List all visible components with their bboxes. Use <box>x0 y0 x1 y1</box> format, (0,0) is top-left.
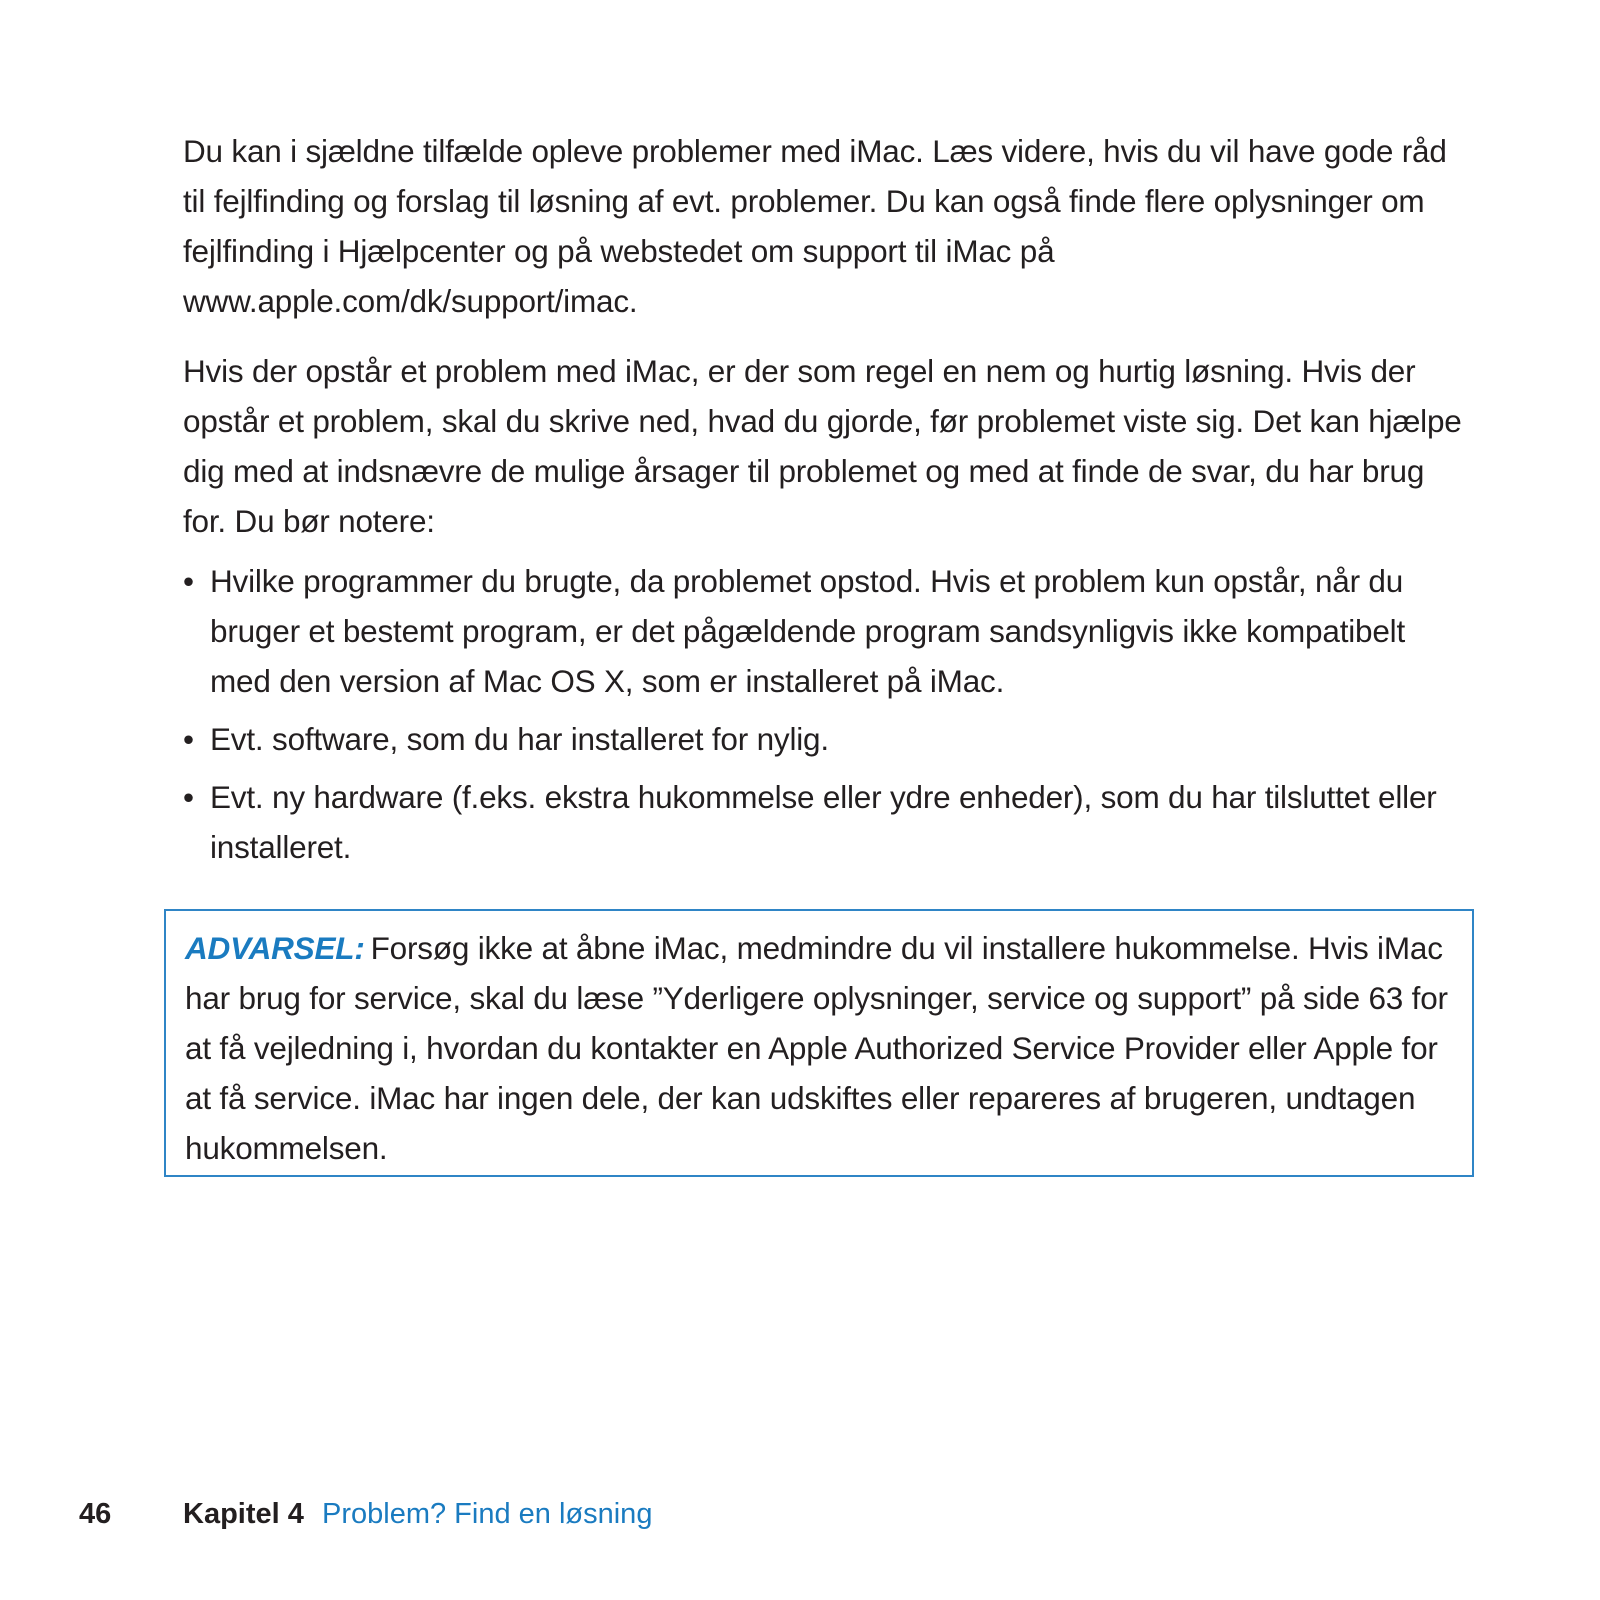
main-content <box>183 126 1473 880</box>
warning-box <box>164 909 1474 1177</box>
warning-text: Forsøg ikke at åbne iMac, medmindre du vil installere hukommelse. Hvis iMac har brug for service, skal du læse ”Yderligere oplysninger, service og support” på side 63 for at få vejledning i, hvordan du kontakter en Apple Authorized Service Provider eller Apple for at få service. iMac har ingen dele, der kan udskiftes eller repareres af brugeren, undtagen hukommelsen. <box>185 930 1448 1166</box>
list-item-text: Hvilke programmer du brugte, da problemet opstod. Hvis et problem kun opstår, når du bruger et bestemt program, er det pågældende program sandsynligvis ikke kompatibelt med den version af Mac OS X, som er installeret på iMac. <box>210 563 1406 699</box>
list-item-text: Evt. ny hardware (f.eks. ekstra hukommelse eller ydre enheder), som du har tilsluttet eller installeret. <box>210 779 1437 865</box>
list-item <box>183 772 1473 872</box>
list-item-text: Evt. software, som du har installeret for nylig. <box>210 721 829 757</box>
warning-label: ADVARSEL: <box>185 930 365 966</box>
warning-paragraph <box>185 923 1454 1173</box>
chapter-title: Problem? Find en løsning <box>322 1498 653 1530</box>
chapter-label: Kapitel 4 <box>183 1498 304 1530</box>
bullet-glyph: • <box>183 721 194 757</box>
bullet-glyph: • <box>183 779 194 815</box>
notes-list <box>183 556 1473 872</box>
problem-paragraph: Hvis der opstår et problem med iMac, er der som regel en nem og hurtig løsning. Hvis der opstår et problem, skal du skrive ned, hvad du gjorde, før problemet viste sig. Det kan hjælpe dig med at indsnævre de mulige årsager til problemet og med at finde de svar, du har brug for. Du bør notere: <box>183 353 1462 539</box>
page-number: 46 <box>79 1498 112 1530</box>
list-item <box>183 556 1473 706</box>
list-item <box>183 714 1473 764</box>
bullet-glyph: • <box>183 563 194 599</box>
intro-paragraph: Du kan i sjældne tilfælde opleve problemer med iMac. Læs videre, hvis du vil have gode råd til fejlfinding og forslag til løsning af evt. problemer. Du kan også finde flere oplysninger om fejlfinding i Hjælpcenter og på webstedet om support til iMac på www.apple.com/dk/support/imac. <box>183 133 1447 319</box>
